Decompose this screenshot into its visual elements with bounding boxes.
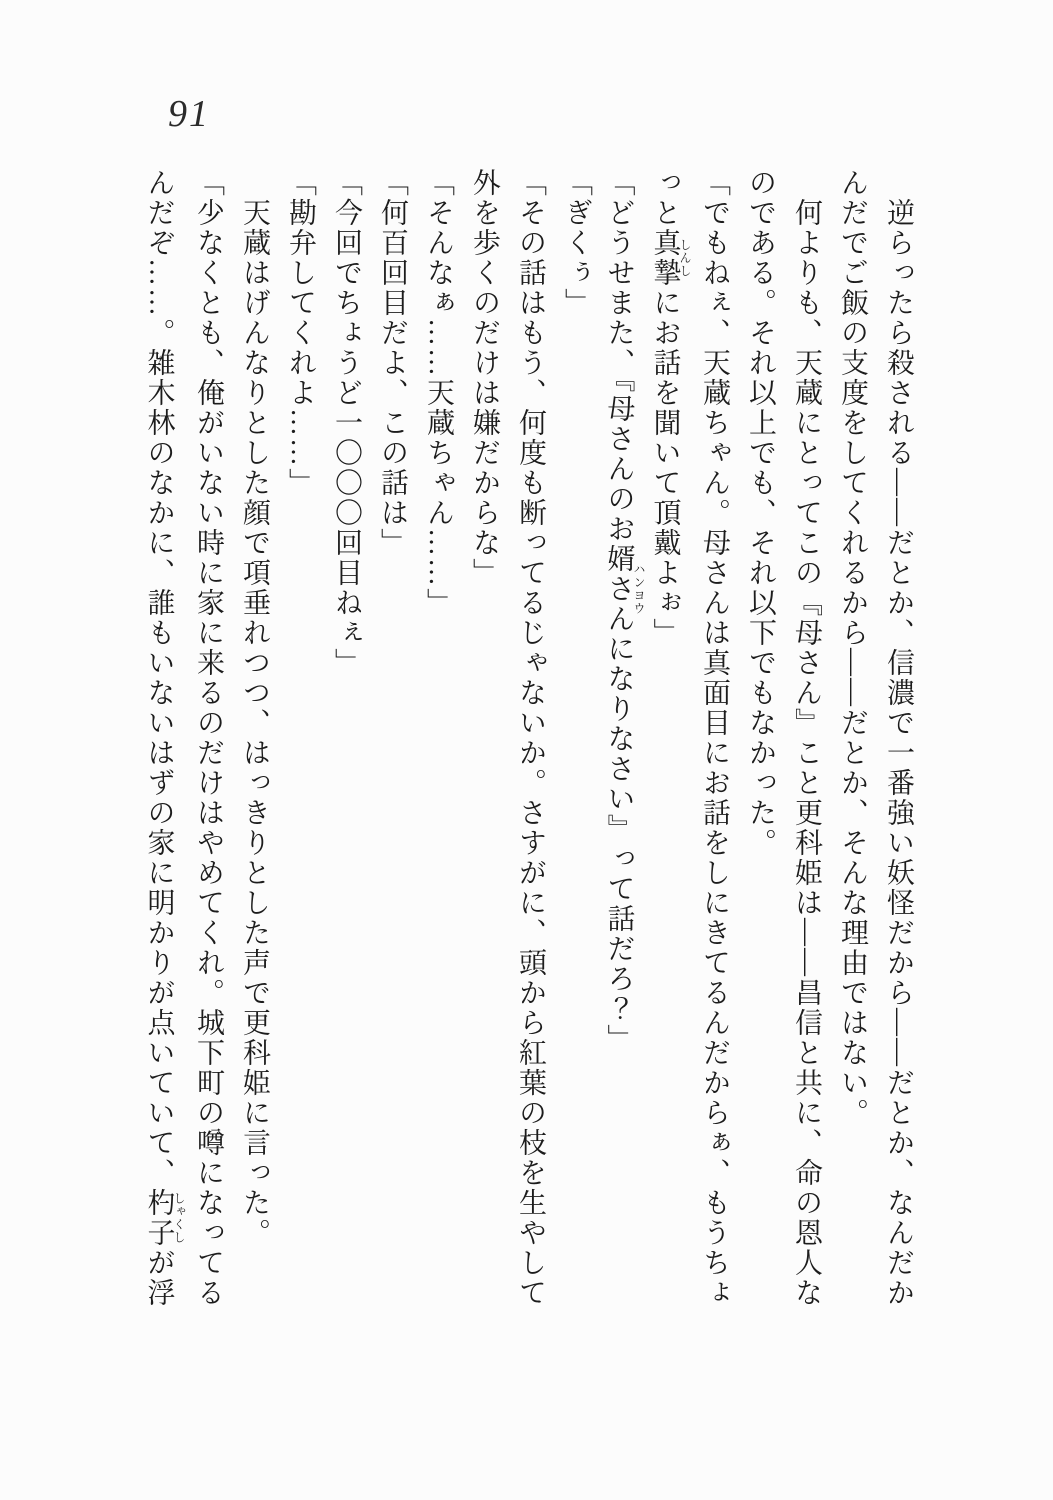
ruby-annotated-word: 真摯しんし (649, 228, 692, 288)
text-segment: 「その話はもう、何度も断ってるじゃないか。さすがに、頭から紅葉の枝を生やして (515, 168, 546, 1308)
text-line (599, 168, 645, 1378)
text-segment: 逆らったら殺される――だとか、信濃で一番強い妖怪だから――だとか、なんだか (883, 198, 914, 1308)
text-segment: 「でもねぇ、天蔵ちゃん。母さんは真面目にお話をしにきてるんだからぁ、もうちょ (699, 168, 730, 1308)
text-line (415, 168, 461, 1378)
text-segment: 天蔵はげんなりとした顔で項垂れつつ、はっきりとした声で更科姫に言った。 (239, 198, 270, 1248)
text-line (369, 168, 415, 1378)
text-line (461, 168, 507, 1378)
text-line (507, 168, 553, 1378)
text-line (737, 168, 783, 1378)
text-segment: 「少なくとも、俺がいない時に家に来るのだけはやめてくれ。城下町の噂になってる (193, 168, 224, 1308)
text-line (185, 168, 231, 1378)
text-segment: 「ぎくぅ」 (561, 168, 592, 318)
text-segment: 「今回でちょうど一〇〇〇回目ねぇ」 (331, 168, 362, 678)
text-line (231, 168, 277, 1378)
text-segment: のである。それ以上でも、それ以下でもなかった。 (745, 168, 776, 858)
text-line (323, 168, 369, 1378)
text-segment: が浮 (143, 1248, 175, 1308)
text-line (829, 168, 875, 1378)
text-segment: になりなさい』って話だろ？」 (603, 634, 635, 1054)
text-segment: んだぞ……。雑木林のなかに、誰もいないはずの家に明かりが点いていて、 (143, 168, 175, 1188)
text-line (139, 168, 185, 1378)
text-segment: 「勘弁してくれよ……」 (285, 168, 316, 498)
ruby-annotated-word: 杓子しゃくし (143, 1188, 186, 1248)
ruby-annotated-word: 婿さんハンヨウ (603, 544, 646, 634)
text-segment: 「そんなぁ……天蔵ちゃん……」 (423, 168, 454, 618)
text-segment: んだでご飯の支度をしてくれるから――だとか、そんな理由ではない。 (837, 168, 868, 1128)
text-segment: 「どうせまた、『母さんのお (603, 168, 635, 544)
text-line (553, 168, 599, 1378)
text-segment: 「何百回目だよ、この話は」 (377, 168, 408, 558)
text-line (875, 168, 921, 1378)
text-line (783, 168, 829, 1378)
text-line (691, 168, 737, 1378)
page-text (139, 168, 921, 1378)
text-line (645, 168, 691, 1378)
page-number: 91 (168, 93, 210, 135)
text-segment: 外を歩くのだけは嫌だからな」 (469, 168, 500, 588)
text-line (277, 168, 323, 1378)
text-segment: っと (649, 168, 681, 228)
text-segment: 何よりも、天蔵にとってこの『母さん』こと更科姫は――昌信と共に、命の恩人な (791, 198, 822, 1308)
text-segment: にお話を聞いて頂戴よぉ」 (649, 288, 681, 648)
